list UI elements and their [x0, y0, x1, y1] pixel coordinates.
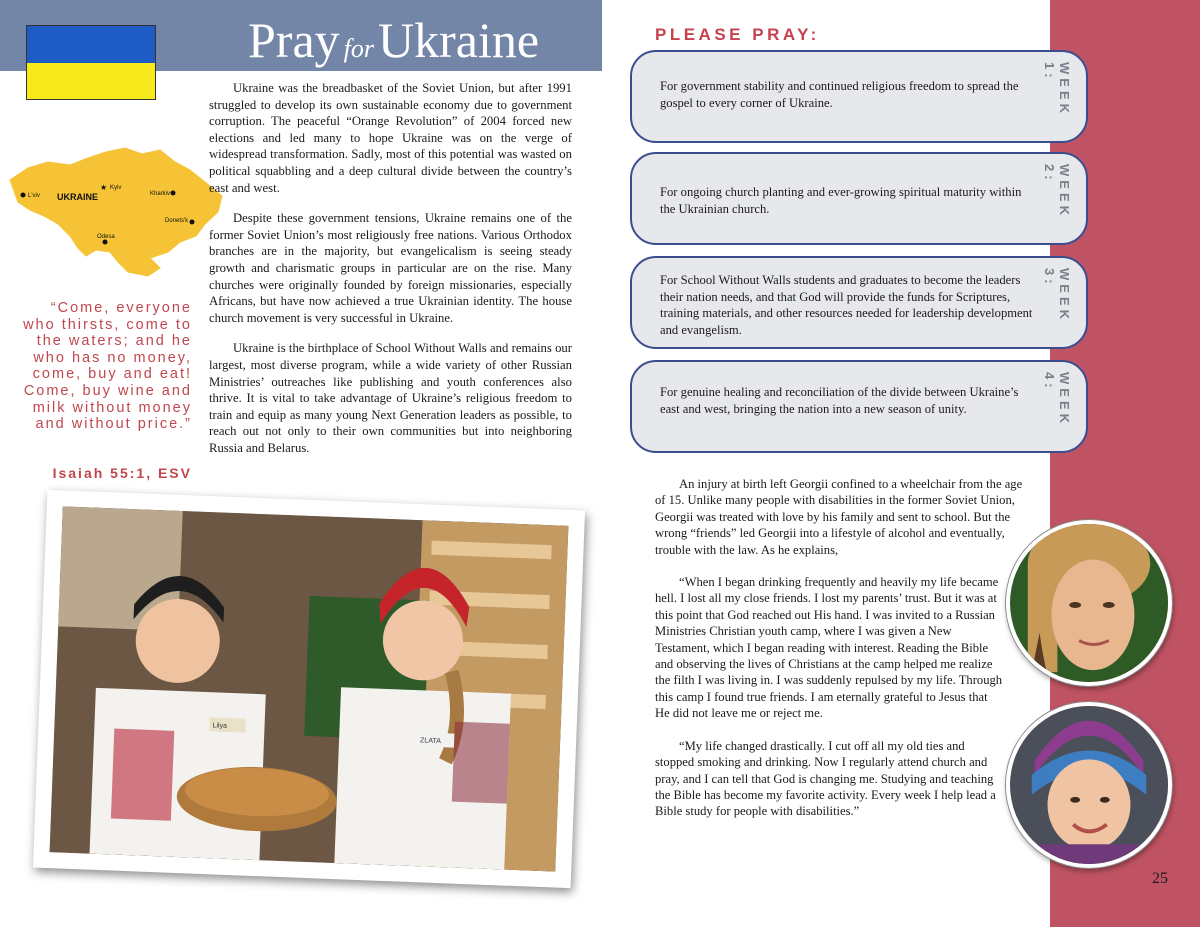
city-lviv: L'viv [28, 193, 40, 199]
city-kharkiv: Kharkiv [150, 191, 171, 197]
right-article [655, 476, 1030, 836]
svg-text:★: ★ [100, 183, 108, 192]
prayer-week-label: WEEK 3: [1042, 268, 1072, 323]
prayer-week-text: For School Without Walls students and graduates to become the leaders their nation needs, and that God will provide the funds for Scriptures, training materials, and other resources needed for leadership development and evangelism. [660, 273, 1033, 337]
city-donetsk: Donets'k [165, 218, 189, 224]
photo-frame [33, 490, 585, 888]
page-number: 25 [1152, 870, 1168, 887]
title-for: for [343, 34, 374, 63]
ukraine-map [0, 140, 225, 280]
prayer-week-label: WEEK 4: [1042, 372, 1072, 427]
left-article [209, 80, 572, 470]
prayer-week-text: For genuine healing and reconciliation of the divide between Ukraine’s east and west, bringing the nation into a new season of unity. [660, 385, 1019, 416]
city-kyiv: Kyiv [110, 185, 122, 191]
city-odesa: Odesa [97, 234, 115, 240]
title-pray: Pray [248, 12, 340, 68]
left-paragraph: Despite these government tensions, Ukraine remains one of the former Soviet Union’s most religiously free nations. Various Orthodox branches are in the majority, but evangelicalism is seeing steady growth and charismatic groups in particular are on the rise. Many churches were originally founded by foreign missionaries, especially Africans, but have now achieved a true Ukrainian identity. The house church movement is very successful in Ukraine. [209, 211, 572, 325]
prayer-week-label: WEEK 1: [1042, 62, 1072, 117]
prayer-week-text: For ongoing church planting and ever-growing spiritual maturity within the Ukrainian church. [660, 185, 1022, 216]
map-country-label: UKRAINE [57, 192, 99, 202]
left-paragraph: Ukraine is the birthplace of School Without Walls and remains our largest, most diverse program, while a wide variety of other Russian Ministries’ outreaches like publishing and youth conferences also thrive. It is vital to take advantage of Ukraine’s religious freedom to train and equip as many young Next Generation leaders as possible, to reach out not only to their own communities but into neighboring Russia and Belarus. [209, 341, 572, 455]
prayer-week-text: For government stability and continued religious freedom to spread the gospel to every corner of Ukraine. [660, 79, 1019, 110]
left-paragraph: Ukraine was the breadbasket of the Soviet Union, but after 1991 struggled to develop its own sustainable economy due to government corruption. The peaceful “Orange Revolution” of 2004 forced new elections and led many to hope Ukraine was on the verge of widespread transformation. Sadly, most of this potential was wasted on political squabbling and a deep cultural divide between the country’s east and west. [209, 81, 572, 195]
scripture-quote: “Come, everyone who thirsts, come to the waters; and he who has no money, come, buy and eat! Come, buy wine and milk without money and without price.” [23, 300, 192, 433]
name-badge-right: ZLATA [419, 737, 441, 746]
ukraine-flag [26, 25, 156, 100]
scripture-reference: Isaiah 55:1, ESV [52, 465, 192, 481]
prayer-heading: PLEASE PRAY: [655, 25, 820, 44]
prayer-week-4 [630, 360, 1088, 453]
right-paragraph: An injury at birth left Georgii confined to a wheelchair from the age of 15. Unlike many people with disabilities in the former Soviet Union, Georgii was treated with love by his family and sent to school. But the wrong “friends” led Georgii into a lifestyle of alcohol and eventually, trouble with the law. As he explains, [655, 477, 1023, 557]
portrait-young-woman [1006, 520, 1172, 686]
prayer-week-2 [630, 152, 1088, 245]
photo-two-women-with-bread [50, 506, 569, 871]
right-paragraph: “When I began drinking frequently and heavily my life became hell. I lost all my close friends. I lost my parents’ trust. But it was at this point that God reached out His hand. I was invited to a Russian Ministries Christian youth camp, where I was given a New Testament, which I began reading with interest. Reading the Bible and observing the lives of Christians at the camp helped me realize the filth I was living in. I was suddenly repulsed by my life. Through this camp I found true friends. I am eternally grateful to Jesus that He did not leave me or reject me. [655, 575, 1003, 721]
page-title [248, 10, 548, 70]
prayer-week-1 [630, 50, 1088, 143]
prayer-week-3 [630, 256, 1088, 349]
portrait-child [1006, 702, 1172, 868]
right-paragraph: “My life changed drastically. I cut off all my old ties and stopped smoking and drinking. Now I regularly attend church and pray, and I can tell that God is changing me. Studying and teaching the Bible has become my favorite activity. Every week I help lead a Bible study for people with disabilities.” [655, 738, 996, 819]
name-badge-left: Lilya [212, 722, 228, 730]
prayer-week-label: WEEK 2: [1042, 164, 1072, 219]
title-ukraine: Ukraine [378, 12, 540, 68]
